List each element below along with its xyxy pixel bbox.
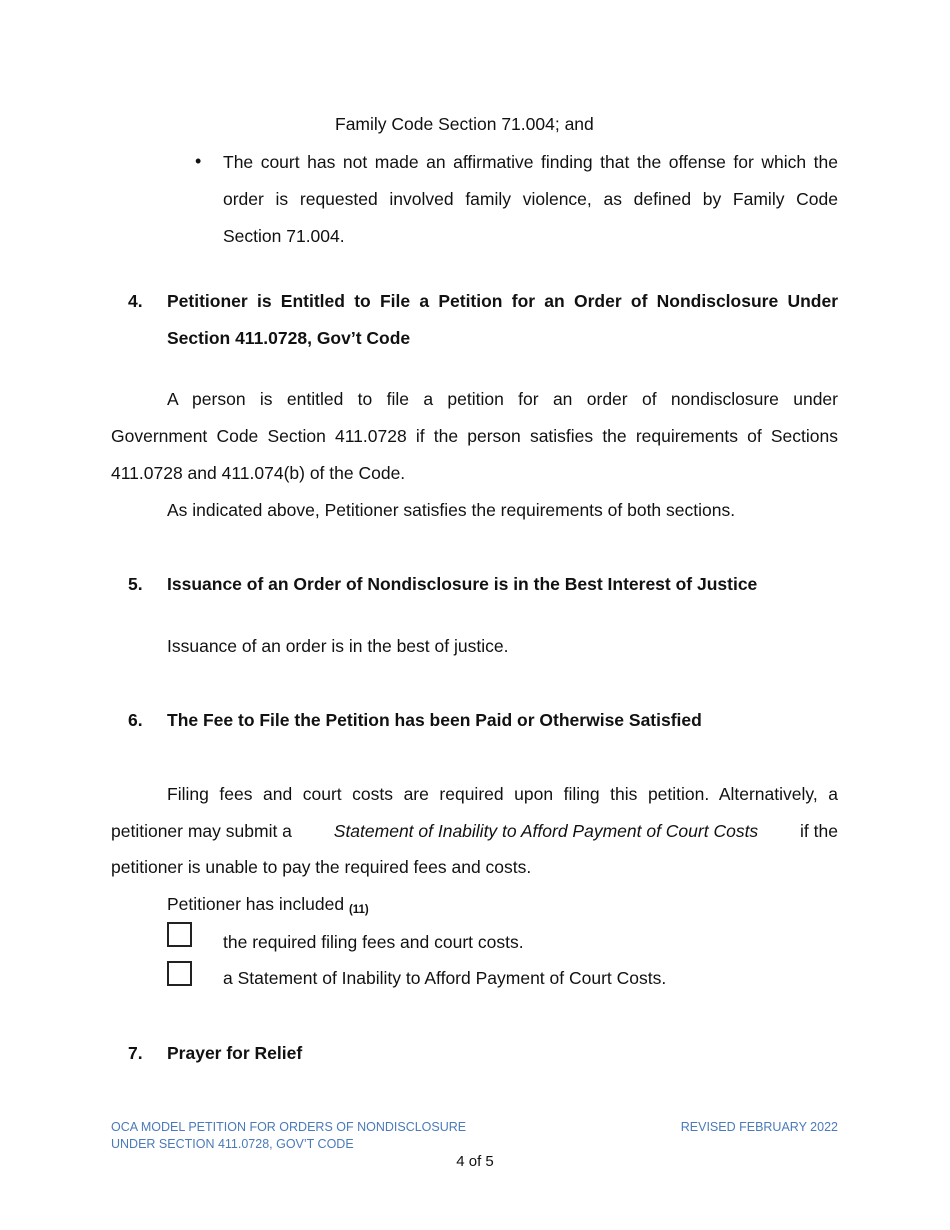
section-6-para-line-3: petitioner is unable to pay the required fees and costs.: [111, 857, 532, 877]
footer-left-line-2: UNDER SECTION 411.0728, GOV’T CODE: [111, 1137, 354, 1151]
section-5-heading: Issuance of an Order of Nondisclosure is in the Best Interest of Justice: [167, 574, 758, 594]
statement-of-inability-option-label: a Statement of Inability to Afford Payment of Court Costs.: [223, 968, 667, 988]
para-line-2-start: petitioner may submit a: [111, 821, 292, 841]
section-4-para-line-2: Government Code Section 411.0728 if the person satisfies the requirements of Sections: [111, 426, 838, 446]
section-6-para-line-1: Filing fees and court costs are required upon filing this petition. Alternatively, a: [167, 784, 838, 804]
section-5-para: Issuance of an order is in the best of justice.: [167, 636, 509, 656]
statement-of-inability-title: Statement of Inability to Afford Payment of Court Costs: [333, 821, 759, 841]
footer-left-line-1: OCA MODEL PETITION FOR ORDERS OF NONDISCLOSURE: [111, 1120, 467, 1134]
filing-fees-option-label: the required filing fees and court costs.: [223, 932, 524, 952]
section-4-para-line-1: A person is entitled to file a petition for an order of nondisclosure under: [167, 389, 838, 409]
section-4-para-2: As indicated above, Petitioner satisfies the requirements of both sections.: [167, 500, 736, 520]
para-line-2-end: if the: [800, 821, 838, 841]
filing-fees-checkbox[interactable]: [167, 922, 192, 947]
section-7-heading: Prayer for Relief: [167, 1043, 303, 1063]
section-4-heading-line-1: Petitioner is Entitled to File a Petition for an Order of Nondisclosure Under: [167, 291, 838, 311]
section-4-number: 4.: [128, 291, 143, 311]
continued-text: Family Code Section 71.004; and: [335, 114, 594, 134]
section-5-number: 5.: [128, 574, 143, 594]
section-4-para-line-3: 411.0728 and 411.074(b) of the Code.: [111, 463, 406, 483]
bullet-line-2: order is requested involved family violence, as defined by Family Code: [223, 189, 838, 209]
footnote-marker: (11): [348, 904, 369, 916]
included-label-line: [167, 893, 369, 921]
page-number: 4 of 5: [456, 1153, 494, 1170]
included-label: Petitioner has included: [167, 894, 345, 914]
section-7-number: 7.: [128, 1043, 143, 1063]
bullet-line-3: Section 71.004.: [223, 226, 345, 246]
footer-revision-date: REVISED FEBRUARY 2022: [680, 1120, 838, 1134]
section-6-heading: The Fee to File the Petition has been Paid or Otherwise Satisfied: [167, 710, 702, 730]
bullet-point-icon: •: [195, 151, 202, 171]
bullet-line-1: The court has not made an affirmative finding that the offense for which the: [223, 152, 838, 172]
section-6-para-line-2: [111, 820, 838, 842]
section-4-heading-line-2: Section 411.0728, Gov’t Code: [167, 328, 411, 348]
section-6-number: 6.: [128, 710, 143, 730]
statement-of-inability-checkbox[interactable]: [167, 961, 192, 986]
